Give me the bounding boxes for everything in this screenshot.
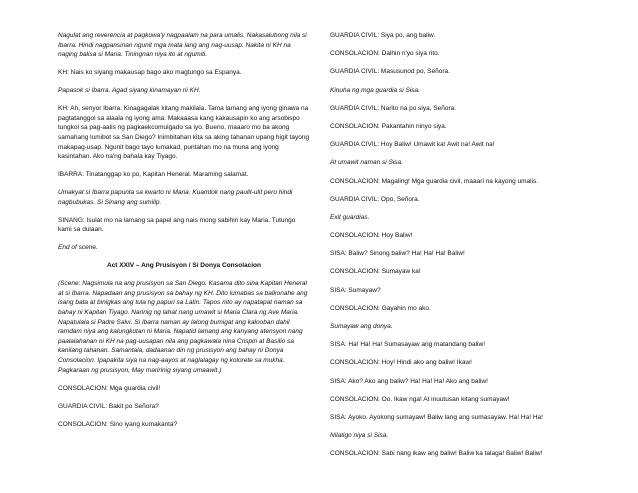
paragraph: GUARDIA CIVIL: Masusunod po, Señora. — [330, 68, 450, 76]
paragraph: KH: Ah, senyor Ibarra. Kinagagalak kitang makilala. Tama lamang ang iyong ginawa na pagtatanggol sa alaala ng iyong ama. Makaaasa kang kakausapin ko ang arsobispo tungkol sa pag-aalis ng pagkaekcomulgado sa iyo. Bueno, maaaro mo ba akong samahang lumibot sa San Diego? Inimbitahan kita sa aking tahanan upang higit tayong makapag-usap. Ngunit bago tayo lumakad, puntahan mo na muna ang iyong kasintahan. Ako na'ng bahala kay Tiyago. — [58, 105, 310, 161]
paragraph: SINANG: Isulat mo na lamang sa papel ang nais mong sabihin kay Maria. Tutungo kami sa dulaan. — [58, 216, 296, 234]
paragraph: CONSOLACION: Magaling! Mga guardia civil, maaari na kayong umalis. — [330, 177, 539, 185]
paragraph: Kinuha ng mga guardia si Sisa. — [330, 86, 420, 94]
paragraph: CONSOLACION: Sumayaw ka! — [330, 268, 421, 276]
act-heading: Act XXIV – Ang Prusisyon / Si Donya Consolacion — [107, 262, 261, 270]
paragraph: CONSOLACION: Sabi nang ikaw ang baliw! Baliw ka talaga! Baliw! Baliw! — [330, 450, 543, 458]
paragraph: CONSOLACION: Mga guardia civil! — [58, 384, 161, 392]
paragraph: Papasok si Ibarra. Agad siyang kinamayan ni KH. — [58, 87, 201, 95]
paragraph: GUARDIA CIVIL: Bakit po Señora? — [58, 402, 159, 410]
paragraph: Sumayaw ang donya. — [330, 323, 393, 330]
paragraph: CONSOLACION: Pakantahin ninyo siya. — [330, 122, 447, 130]
paragraph: SISA: Baliw? Sinong baliw? Ha! Ha! Ha! Baliw! — [330, 250, 465, 258]
paragraph: GUARDIA CIVIL: Narito na po siya, Señora. — [330, 104, 457, 112]
paragraph: End of scene. — [58, 244, 98, 252]
paragraph: IBARRA: Tinatanggap ko po, Kapitan Heneral. Maraming salamat. — [58, 171, 249, 179]
paragraph: GUARDIA CIVIL: Opo, Señora. — [330, 195, 420, 203]
paragraph: CONSOLACION: Dalhin n'yo siya rito. — [330, 50, 440, 58]
paragraph: CONSOLACION: Sino iyang kumakanta? — [58, 420, 178, 428]
paragraph: Umakyat si Ibarra papunta sa kwarto ni Maria. Kuamtok nang paulit-ulit pero hindi nagbubukas. Si Sinang ang sumilip. — [58, 189, 293, 206]
paragraph: Nagulat ang reverencia at pagkuwa'y nagpaalam na para umalis. Nakasalubong nila si Ibarra. Hindi nagpansinan ngunit mga mata lang ang nag-uusap. Nakita ni KH na naging balisa si Maria. Tiningnan niya ito at ngumiti. — [58, 32, 307, 59]
paragraph: SISA: Ayoko. Ayokong sumayaw! Baliw lang ang sumasayaw. Ha! Ha! Ha! — [330, 413, 543, 421]
paragraph: CONSOLACION: Gayahin mo ako. — [330, 304, 431, 312]
paragraph: SISA: Ako? Ako ang baliw? Ha! Ha! Ha! Ako ang baliw! — [330, 377, 488, 385]
paragraph: CONSOLACION: Oo. Ikaw nga! At inuutusan kitang sumayaw! — [330, 395, 510, 403]
left-column — [58, 31, 310, 493]
paragraph: (Scene: Nagsimula na ang prusisyon sa San Diego. Kasama dito sina Kapitan Heneral at si Ibarra. Napadaan ang prusisyon sa bahay ng KH. Dito lumabas sa balkonahe ang isang bata at binigkas ang tula ng papuri sa Latin. Tapos nito ay napatapat naman sa bahay ni Kapitan Tiyago. Narinig ng lahat nang umawit si Maria Clara ng Ave Maria. Napatulala si Padre Salvi. Si Ibarra naman ay lalong bumigat ang kalooban dahil ramdam niya ang kalungkutan ni Maria. Napatid lamang ang kanyang atensyon nang paalalahanan ni KH na pag-uusapan nila ang pagkawala nina Crispin at Basilio sa kanilang tahanan. Samantala, dadaanan din ng prusisyon ang bahay ni Donya Consolacion. Ipapakita siya na nag-aayos at naglalagay ng kolorete sa mukha. Pagkaraan ng prusisyon, May maririnig siyang umaawit.) — [58, 280, 308, 374]
paragraph: GUARDIA CIVIL: Hoy Baliw! Umawit ka! Awit na! Awit na! — [330, 141, 495, 149]
paragraph: GUARDIA CIVIL: Siya po, ang baliw. — [330, 32, 436, 39]
paragraph: Exit guardias. — [330, 213, 370, 221]
paragraph: CONSOLACION: Hoy! Hindi ako ang baliw! Ikaw! — [330, 359, 472, 367]
paragraph: At umawit naman si Sisa. — [330, 159, 403, 167]
paragraph: SISA: Sumayaw? — [330, 286, 381, 294]
right-column — [330, 31, 618, 493]
paragraph: KH: Nais ko siyang makausap bago ako magtungo sa Espanya. — [58, 69, 242, 77]
paragraph: CONSOLACION: Hoy Baliw! — [330, 232, 413, 240]
paragraph: Nilatigo niya si Sisa. — [330, 432, 389, 440]
paragraph: SISA: Ha! Ha! Ha! Sumasayaw ang matandang baliw! — [330, 341, 485, 349]
